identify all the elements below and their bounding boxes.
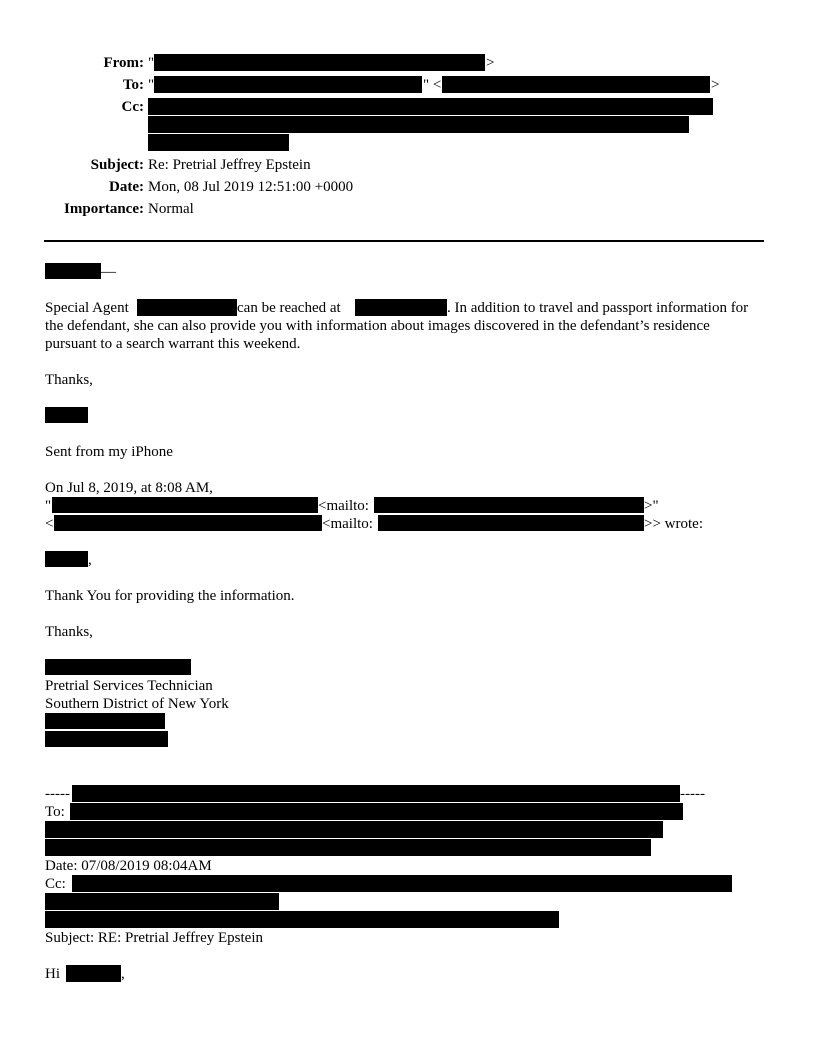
p1-text-b: can be reached at (237, 300, 341, 316)
to-label: To: (122, 77, 144, 93)
p1-text-c: . In addition to travel and passport information for (447, 300, 749, 316)
importance-label: Importance: (64, 201, 144, 217)
redaction-quote-l2-email (378, 515, 644, 531)
to-open-quote: " (148, 77, 155, 93)
redaction-fwd-to-2 (45, 821, 663, 838)
redaction-greeting2-name (45, 551, 88, 567)
redaction-fwd-from (72, 785, 680, 802)
redaction-sig-name (45, 659, 191, 675)
date-label: Date: (109, 179, 144, 195)
redaction-fwd-to-3 (45, 839, 651, 856)
fwd-subject: Subject: RE: Pretrial Jeffrey Epstein (45, 930, 264, 946)
subject-label: Subject: (90, 157, 144, 173)
thank-you-line: Thank You for providing the information. (45, 588, 295, 604)
redaction-cc-1 (148, 98, 713, 115)
redaction-sig-line2 (45, 731, 168, 747)
fwd-date: Date: 07/08/2019 08:04AM (45, 858, 212, 874)
redaction-fwd-cc-3 (45, 911, 559, 928)
redaction-sender-name (45, 407, 88, 423)
from-open-quote: " (148, 55, 155, 71)
p1-line2: the defendant, she can also provide you with information about images discovered in the defendant’s residence (45, 318, 710, 334)
subject-value: Re: Pretrial Jeffrey Epstein (148, 157, 311, 173)
quote-l1-close: >" (644, 498, 659, 514)
quote-l2-close: >> wrote: (644, 516, 703, 532)
quote-l1-open: " (45, 498, 52, 514)
fwd-hi-comma: , (121, 966, 125, 982)
sent-from-iphone: Sent from my iPhone (45, 444, 173, 460)
p1-text-a: Special Agent (45, 300, 129, 316)
fwd-hi: Hi (45, 966, 60, 982)
cc-label: Cc: (121, 99, 144, 115)
greeting-dash: — (101, 264, 116, 280)
greeting2-comma: , (88, 552, 92, 568)
quote-intro: On Jul 8, 2019, at 8:08 AM, (45, 480, 213, 496)
quote-l1-mailto: <mailto: (318, 498, 369, 514)
thanks-1: Thanks, (45, 372, 93, 388)
redaction-to-email (442, 76, 710, 93)
header-divider (44, 240, 764, 242)
redaction-agent-phone (355, 299, 447, 316)
fwd-to-label: To: (45, 804, 65, 820)
sig-district: Southern District of New York (45, 696, 229, 712)
fwd-dashes-right: ----- (680, 786, 705, 802)
redaction-to-name (154, 76, 422, 93)
redaction-fwd-hi-name (66, 965, 121, 982)
from-label: From: (103, 55, 144, 71)
to-mid: " < (423, 77, 442, 93)
redaction-cc-2 (148, 116, 689, 133)
thanks-2: Thanks, (45, 624, 93, 640)
fwd-dashes-left: ----- (45, 786, 70, 802)
importance-value: Normal (148, 201, 194, 217)
from-close: > (486, 55, 495, 71)
redaction-fwd-cc-2 (45, 893, 279, 910)
redaction-fwd-to-1 (70, 803, 683, 820)
redaction-quote-l1-name (52, 497, 318, 513)
p1-line3: pursuant to a search warrant this weekend. (45, 336, 301, 352)
quote-l2-open: < (45, 516, 54, 532)
redaction-sig-line1 (45, 713, 165, 729)
redaction-cc-3 (148, 134, 289, 151)
quote-l2-mailto: <mailto: (322, 516, 373, 532)
redaction-quote-l2-name (54, 515, 322, 531)
date-value: Mon, 08 Jul 2019 12:51:00 +0000 (148, 179, 354, 195)
to-close: > (711, 77, 720, 93)
redaction-from (154, 54, 485, 71)
redaction-quote-l1-email (374, 497, 644, 513)
redaction-agent-name (137, 299, 237, 316)
redaction-greeting-name (45, 263, 101, 279)
fwd-cc-label: Cc: (45, 876, 66, 892)
sig-title: Pretrial Services Technician (45, 678, 213, 694)
redaction-fwd-cc-1 (72, 875, 732, 892)
